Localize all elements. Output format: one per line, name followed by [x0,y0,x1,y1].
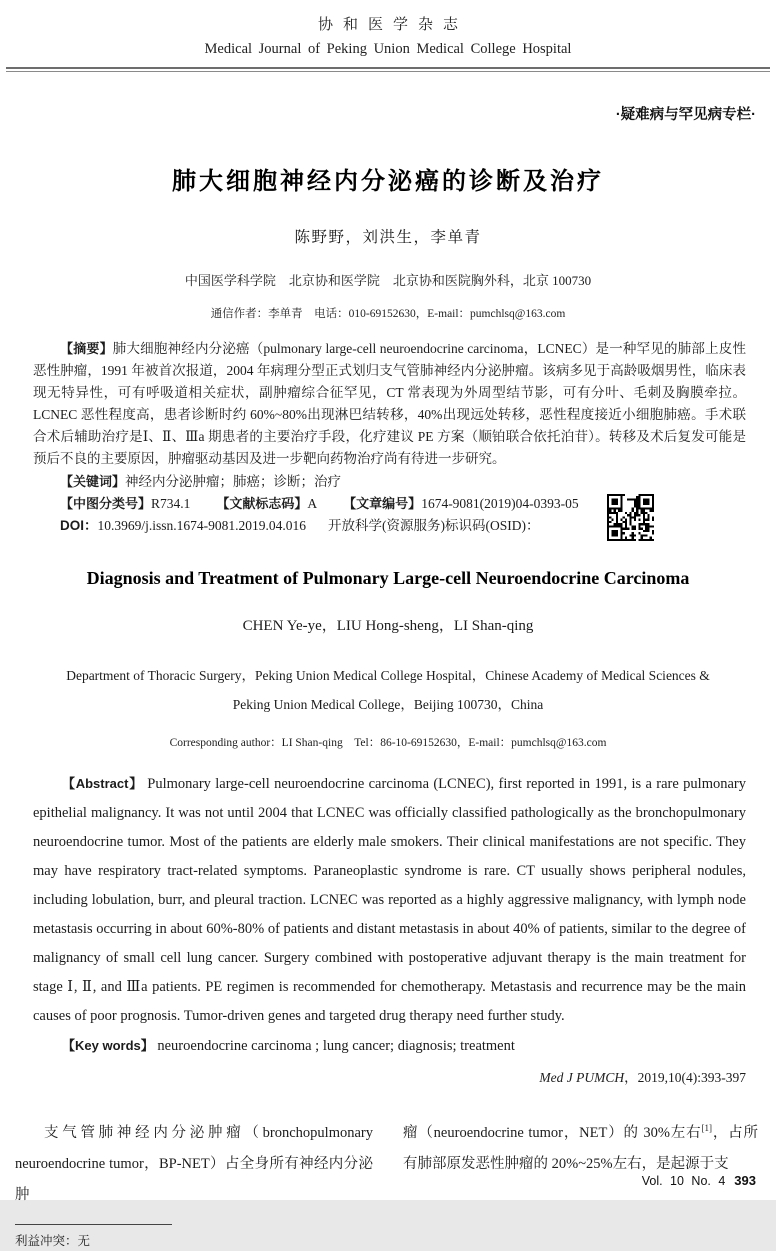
page-footer [642,1173,756,1188]
affiliation-en-line2: Peking Union Medical College，Beijing 100730，China [232,697,544,712]
conflict-of-interest-note: 利益冲突：无 [15,1234,91,1248]
article-no-value: 1674-9081(2019)04-0393-05 [421,496,579,511]
section-column-label: ·疑难病与罕见病专栏· [615,107,756,123]
abstract-text-en: Pulmonary large-cell neuroendocrine carcinoma (LCNEC), first reported in 1991, is a rare pulmonary epithelial malignancy. It was not until 2004 that LCNEC was officially classified pathologically as the bronchopulmonary neuroendocrine tumor. Most of the patients are elderly male smokers. Their clinical manifestations are not specific. They may have respiratory tract-related symptoms. Paraneoplastic syndrome is rare. CT usually shows peripheral nodules, including lobulation, burr, and pleural traction. LCNEC was reported as a highly aggressive malignancy, with lymph node metastasis occurring in about 60%-80% of patients and distant metastasis in about 40% of patients, similar to the degree of malignancy of small cell lung cancer. Surgery combined with postoperative adjuvant therapy is the main treatment for stage Ⅰ, Ⅱ, and Ⅲa patients. PE regimen is recommended for chemotherapy. Metastasis and recurrence may be the main causes of poor prognosis. Tumor-driven genes and targeted drug therapy need further study. [33,776,746,1024]
doc-code-label: 【文献标志码】 [216,496,308,511]
article-title-cn: 肺大细胞神经内分泌癌的诊断及治疗 [172,168,604,195]
reference-superscript: [1] [701,1123,712,1134]
abstract-text-cn: 肺大细胞神经内分泌癌（pulmonary large-cell neuroendocrine carcinoma，LCNEC）是一种罕见的肺部上皮性恶性肿瘤，1991 年被首次报道，2004 年病理分型正式划归支气管肺神经内分泌肿瘤。该病多见于高龄吸烟男性，临床表现无特异性，可有呼吸道相关症状，副肿瘤综合征罕见，CT 常表现为外周型结节影，可有分叶、毛刺及胸膜牵拉。LCNEC 恶性程度高，患者诊断时约 60%~80%出现淋巴结转移，40%出现远处转移，恶性程度接近小细胞肺癌。手术联合术后辅助治疗是Ⅰ、Ⅱ、Ⅲa 期患者的主要治疗手段，化疗建议 PE 方案（顺铂联合依托泊苷）。转移及术后复发可能是预后不良的主要原因，肿瘤驱动基因及进一步靶向药物治疗尚有待进一步研究。 [33,341,746,466]
clc-value: R734.1 [151,496,191,511]
article-no-label: 【文章编号】 [343,496,422,511]
abstract-block-cn [33,338,746,537]
body-column-left [15,1118,373,1251]
doc-code-value: A [307,496,318,511]
doi-label: DOI： [60,518,98,533]
body-right-text: 瘤（neuroendocrine tumor，NET）的 30%左右 [403,1125,702,1141]
abstract-paragraph-cn [33,338,746,470]
citation-detail: ，2019,10(4):393-397 [624,1070,746,1085]
article-title-en: Diagnosis and Treatment of Pulmonary Large-cell Neuroendocrine Carcinoma [86,568,690,588]
affiliation-cn: 中国医学科学院 北京协和医学院 北京协和医院胸外科，北京 100730 [184,273,592,288]
keywords-text-cn: 神经内分泌肿瘤；肺癌；诊断；治疗 [125,474,342,489]
body-right-text-cont: ，占所有肺部原发恶性肿瘤的 20%~25%左右，是起源于支 [403,1125,758,1172]
citation-journal: Med J PUMCH [539,1070,625,1085]
osid-label: 开放科学(资源服务)标识码(OSID)： [328,518,540,533]
page-number: 393 [734,1173,756,1188]
keywords-text-en: neuroendocrine carcinoma ; lung cancer; diagnosis; treatment [157,1038,515,1054]
correspondence-en: Corresponding author：LI Shan-qing Tel：86-10-69152630，E-mail：pumchlsq@163.com [169,737,607,749]
affiliation-en-line1: Department of Thoracic Surgery，Peking Union Medical College Hospital，Chinese Academy of Medical Sciences & [66,668,710,683]
footnote-divider [15,1224,172,1225]
doi-value: 10.3969/j.issn.1674-9081.2019.04.016 [97,518,307,533]
body-paragraph-right [403,1118,758,1180]
journal-title-cn: 协和医学杂志 [317,17,468,33]
body-paragraph-left: 支气管肺神经内分泌肿瘤（bronchopulmonary neuroendocrine tumor，BP-NET）占全身所有神经内分泌肿 [15,1125,373,1203]
authors-cn: 陈野野，刘洪生，李单青 [294,229,482,246]
keywords-label-en: 【Key words】 [62,1038,154,1053]
article-meta [33,493,746,537]
keywords-label-cn: 【关键词】 [60,474,126,489]
abstract-block-en [33,769,746,1092]
correspondence-cn: 通信作者：李单青 电话：010-69152630，E-mail：pumchlsq@163.com [210,308,566,320]
header-divider [6,67,770,72]
qr-code-icon [607,494,654,541]
abstract-label-cn: 【摘要】 [60,341,113,356]
volume-issue: Vol. 10 No. 4 [641,1174,726,1188]
clc-label: 【中图分类号】 [60,496,152,511]
abstract-label-en: 【Abstract】 [62,776,143,791]
citation-line [33,1063,746,1092]
keywords-line-en [33,1031,746,1061]
authors-en: CHEN Ye-ye，LIU Hong-sheng，LI Shan-qing [242,618,534,634]
keywords-line-cn [33,471,746,493]
abstract-paragraph-en [33,769,746,1031]
journal-title-en: Medical Journal of Peking Union Medical College Hospital [204,41,572,57]
osid-qr-code [607,494,654,541]
